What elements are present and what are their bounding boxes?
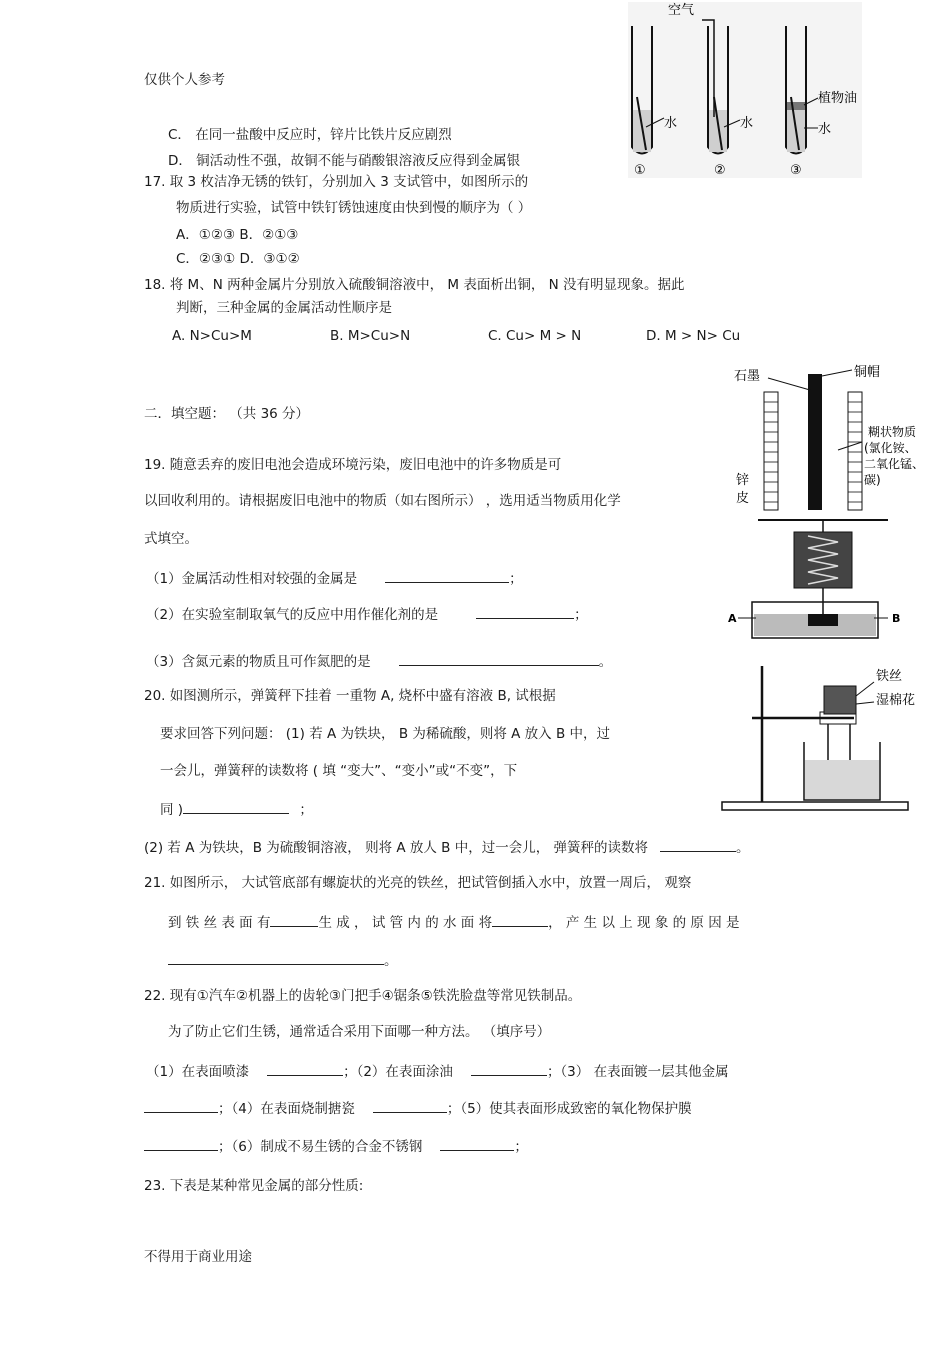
label-paste-1: 糊状物质 [868, 425, 917, 439]
page-header: 仅供个人参考 [144, 72, 225, 88]
q19-blank-3[interactable] [399, 651, 599, 666]
label-water-1: 水 [664, 116, 678, 131]
q22-part-2: ；（2）在表面涂油 [343, 1064, 453, 1080]
label-paste-2: (氯化铵、 [864, 441, 917, 455]
q22-line-5 [144, 1136, 528, 1156]
q22-blank-2[interactable] [471, 1061, 547, 1076]
q20-line-4-end: ； [295, 802, 313, 818]
q19-part-1-text: （1）金属活动性相对较强的金属是 [146, 571, 358, 587]
q20-line-5-text: (2) 若 A 为铁块，B 为硫酸铜溶液， 则将 A 放人 B 中，过一会儿， 弹簧秤的读数将 [144, 840, 649, 856]
q19-part-1-end: ； [509, 571, 523, 587]
q22-part-5: ；（5）使其表面形成致密的氧化物保护膜 [446, 1101, 692, 1117]
q18-option-c: C. Cu> M > N [488, 328, 582, 344]
q18-option-d: D. M > N> Cu [646, 328, 741, 344]
battery-drawing [728, 360, 946, 512]
q19-blank-2[interactable] [476, 604, 574, 619]
q22-blank-1[interactable] [267, 1061, 343, 1076]
q19-part-2-text: （2）在实验室制取氧气的反应中用作催化剂的是 [146, 607, 439, 623]
page-footer: 不得用于商业用途 [144, 1249, 252, 1265]
q22-line-2: 为了防止它们生锈，通常适合采用下面哪一种方法。 （填序号） [168, 1024, 551, 1040]
label-b: B [892, 612, 901, 625]
q22-part-4: ；（4）在表面烧制搪瓷 [218, 1101, 355, 1117]
q20-line-5-end: 。 [736, 840, 750, 856]
q21-line-2-c: ， 产 生 以 上 现 象 的 原 因 是 [548, 915, 740, 931]
q21-line-3-end: 。 [384, 953, 398, 969]
q22-line-1: 22. 现有①汽车②机器上的齿轮③门把手④锯条⑤铁洗脸盘等常见铁制品。 [144, 988, 582, 1004]
q19-part-3-text: （3）含氮元素的物质且可作氮肥的是 [146, 654, 371, 670]
spring-scale-drawing [728, 516, 918, 640]
q21-blank-1[interactable] [270, 912, 318, 927]
q20-blank-2[interactable] [660, 837, 736, 852]
label-zinc-2: 皮 [736, 491, 750, 506]
q21-line-1: 21. 如图所示， 大试管底部有螺旋状的光亮的铁丝，把试管倒插入水中，放置一周后， 观察 [144, 875, 692, 891]
q17-options-cd: C．②③① D．③①② [176, 251, 300, 267]
q21-line-3 [168, 950, 398, 970]
label-paste-4: 碳) [864, 473, 881, 487]
q23-line-1: 23. 下表是某种常见金属的部分性质: [144, 1178, 364, 1194]
q20-line-2: 要求回答下列问题： (1) 若 A 为铁块， B 为稀硫酸，则将 A 放入 B 中，过 [160, 726, 611, 742]
label-iron-wire: 铁丝 [876, 669, 903, 684]
q22-part-1: （1）在表面喷漆 [146, 1064, 250, 1080]
label-paste-3: 二氧化锰、 [864, 457, 925, 471]
q20-line-4-text: 同 ) [160, 802, 184, 818]
q18-line-2: 判断，三种金属的金属活动性顺序是 [176, 300, 392, 316]
label-air: 空气 [668, 3, 695, 18]
q19-part-2-end: ； [574, 607, 588, 623]
q20-line-5 [144, 837, 750, 857]
q21-line-2-b: 生 成 ， 试 管 内 的 水 面 将 [318, 915, 493, 931]
iron-wire-figure [714, 662, 932, 814]
test-tubes-drawing [628, 2, 862, 178]
label-a: A [728, 612, 737, 625]
label-tube-3: ③ [790, 163, 802, 178]
q20-line-4 [160, 799, 313, 819]
spring-scale-figure [728, 516, 918, 640]
battery-figure [728, 360, 946, 512]
label-zinc-1: 锌 [736, 473, 750, 488]
q22-line-5-end: ； [514, 1139, 528, 1155]
q16-option-d: D． 铜活动性不强，故铜不能与硝酸银溶液反应得到金属银 [168, 153, 521, 169]
q21-blank-3[interactable] [168, 950, 384, 965]
q18-option-b: B. M>Cu>N [330, 328, 411, 344]
q19-part-2 [146, 604, 588, 624]
q22-line-4 [144, 1098, 692, 1118]
q17-options-ab: A．①②③ B．②①③ [176, 227, 299, 243]
q19-line-1: 19. 随意丢弃的废旧电池会造成环境污染，废旧电池中的许多物质是可 [144, 457, 562, 473]
label-graphite: 石墨 [734, 369, 761, 384]
q16-option-c: C． 在同一盐酸中反应时，锌片比铁片反应剧烈 [168, 127, 452, 143]
q22-part-6: ；（6）制成不易生锈的合金不锈钢 [218, 1139, 423, 1155]
q20-line-3: 一会儿，弹簧秤的读数将 ( 填 “变大”、“变小”或“不变”，下 [160, 763, 518, 779]
q19-blank-1[interactable] [385, 568, 509, 583]
q20-blank-1[interactable] [183, 799, 289, 814]
q22-line-3 [146, 1061, 729, 1081]
q22-part-3: ；（3） 在表面镀一层其他金属 [546, 1064, 729, 1080]
q18-line-1: 18. 将 M、N 两种金属片分别放入硫酸铜溶液中， M 表面析出铜， N 没有明显现象。据此 [144, 277, 685, 293]
q19-part-3 [146, 651, 612, 671]
label-tube-2: ② [714, 163, 726, 178]
label-copper-cap: 铜帽 [854, 365, 881, 380]
q17-line-1: 17. 取 3 枚洁净无锈的铁钉，分别加入 3 支试管中，如图所示的 [144, 174, 529, 190]
q21-line-2-a: 到 铁 丝 表 面 有 [168, 915, 271, 931]
label-water-3: 水 [818, 122, 832, 137]
q18-option-a: A. N>Cu>M [172, 328, 252, 344]
q21-blank-2[interactable] [492, 912, 548, 927]
q19-part-3-end: 。 [598, 654, 613, 670]
section-2-title: 二．填空题： （共 36 分） [144, 406, 310, 422]
q20-line-1: 20. 如图测所示，弹簧秤下挂着 一重物 A, 烧杯中盛有溶液 B, 试根据 [144, 688, 556, 704]
q22-blank-6[interactable] [440, 1136, 514, 1151]
q22-blank-3[interactable] [144, 1098, 218, 1113]
q21-line-2 [168, 912, 740, 932]
q17-line-2: 物质进行实验，试管中铁钉锈蚀速度由快到慢的顺序为（ ） [176, 200, 532, 216]
label-water-2: 水 [740, 116, 754, 131]
label-wet-cotton: 湿棉花 [876, 693, 916, 708]
iron-wire-drawing [714, 662, 932, 814]
test-tubes-figure [628, 2, 862, 178]
label-oil: 植物油 [818, 91, 858, 106]
q22-blank-4[interactable] [373, 1098, 447, 1113]
q22-blank-5[interactable] [144, 1136, 218, 1151]
q19-part-1 [146, 568, 523, 588]
q19-line-3: 式填空。 [144, 531, 198, 547]
label-tube-1: ① [634, 163, 646, 178]
q19-line-2: 以回收利用的。请根据废旧电池中的物质（如右图所示） ，选用适当物质用化学 [144, 493, 621, 509]
